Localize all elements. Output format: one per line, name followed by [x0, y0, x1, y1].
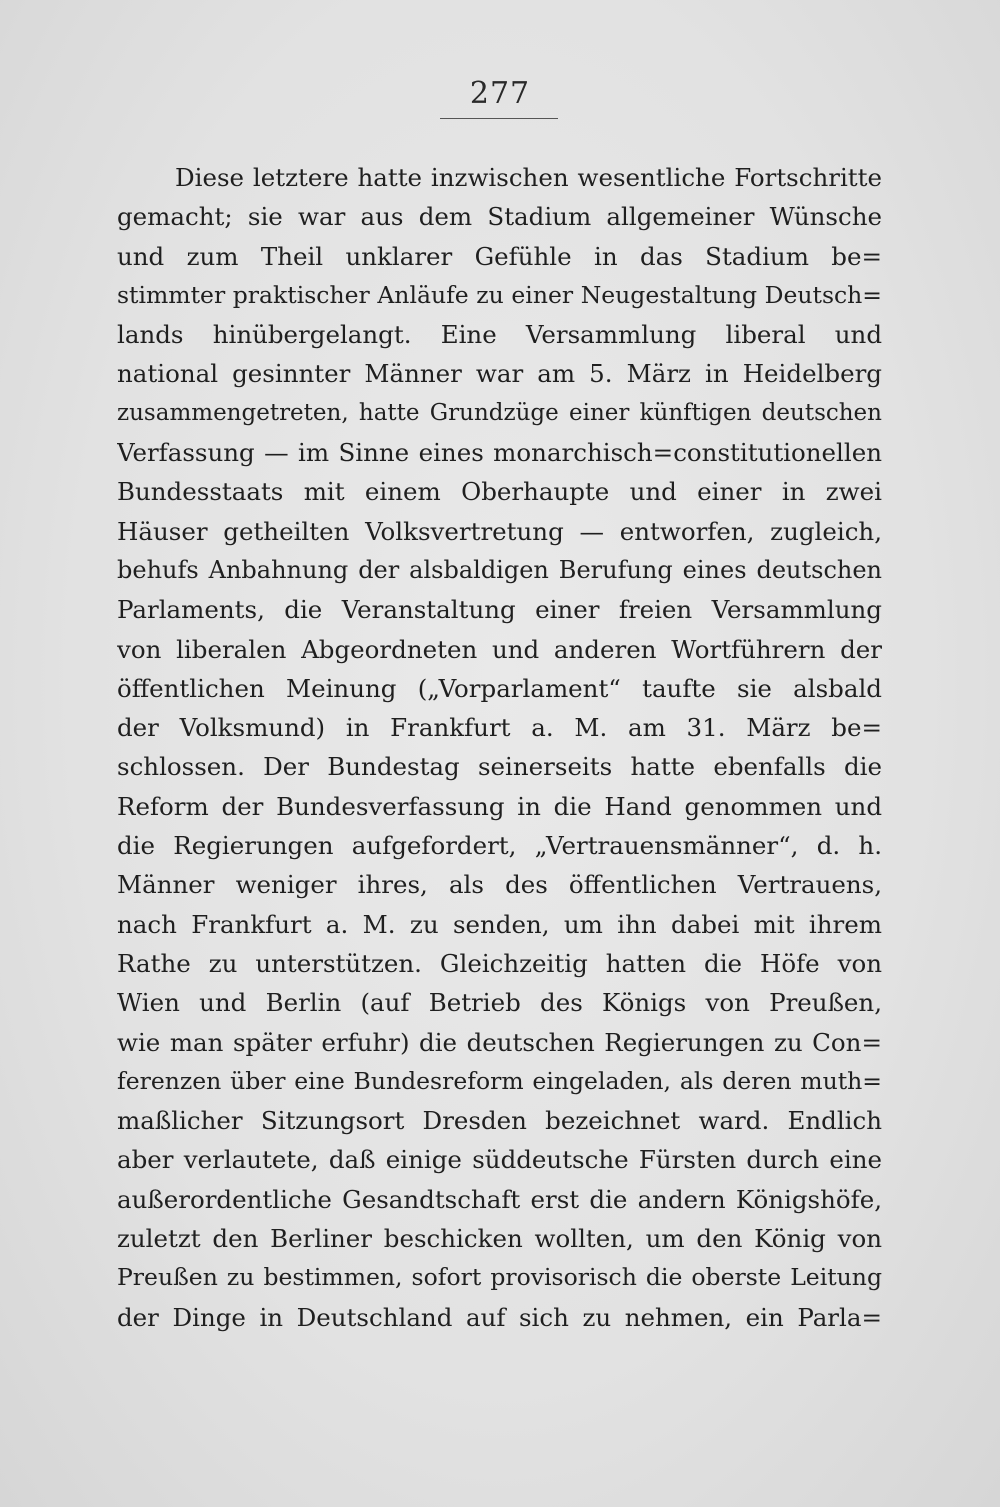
text-line: wie man später erfuhr) die deutschen Regierungen zu Con= [117, 1027, 882, 1057]
text-line: Preußen zu bestimmen, sofort provisorisch die oberste Leitung [117, 1263, 882, 1292]
text-line: zusammengetreten, hatte Grundzüge einer künftigen deutschen [117, 399, 882, 426]
text-line: maßlicher Sitzungsort Dresden bezeichnet ward. Endlich [117, 1106, 882, 1136]
text-line: schlossen. Der Bundestag seinerseits hatte ebenfalls die [117, 752, 882, 782]
text-line: Wien und Berlin (auf Betrieb des Königs von Preußen, [117, 988, 882, 1018]
text-line: der Dinge in Deutschland auf sich zu nehmen, ein Parla= [117, 1302, 882, 1332]
text-line: nach Frankfurt a. M. zu senden, um ihn dabei mit ihrem [117, 909, 882, 939]
body-text [117, 158, 882, 1337]
text-line: Parlaments, die Veranstaltung einer freien Versammlung [117, 595, 882, 625]
text-line: national gesinnter Männer war am 5. März in Heidelberg [117, 359, 882, 389]
text-line: der Volksmund) in Frankfurt a. M. am 31. März be= [117, 713, 882, 743]
text-line: lands hinübergelangt. Eine Versammlung liberal und [117, 320, 882, 350]
text-line: und zum Theil unklarer Gefühle in das Stadium be= [117, 241, 882, 271]
page-number: 277 [469, 76, 531, 111]
text-line: Männer weniger ihres, als des öffentlichen Vertrauens, [117, 870, 882, 900]
text-line: die Regierungen aufgefordert, „Vertrauensmänner“, d. h. [117, 831, 882, 861]
text-line: behufs Anbahnung der alsbaldigen Berufung eines deutschen [117, 555, 882, 584]
text-line: Verfassung — im Sinne eines monarchisch=constitutionellen [117, 438, 882, 468]
page-number-rule [440, 118, 558, 119]
text-line: Reform der Bundesverfassung in die Hand genommen und [117, 791, 882, 821]
text-line: stimmter praktischer Anläufe zu einer Neugestaltung Deutsch= [117, 280, 882, 309]
text-line: Bundesstaats mit einem Oberhaupte und einer in zwei [117, 477, 882, 507]
text-line: öffentlichen Meinung („Vorparlament“ taufte sie alsbald [117, 673, 882, 703]
text-line: Häuser getheilten Volksvertretung — entworfen, zugleich, [117, 516, 882, 546]
text-line: ferenzen über eine Bundesreform eingeladen, als deren muth= [117, 1066, 882, 1095]
text-line: Rathe zu unterstützen. Gleichzeitig hatten die Höfe von [117, 948, 882, 978]
text-line: gemacht; sie war aus dem Stadium allgemeiner Wünsche [117, 202, 882, 232]
text-line: zuletzt den Berliner beschicken wollten, um den König von [117, 1224, 882, 1254]
text-line: außerordentliche Gesandtschaft erst die andern Königshöfe, [117, 1184, 882, 1214]
text-line: aber verlautete, daß einige süddeutsche Fürsten durch eine [117, 1145, 882, 1175]
text-line: Diese letztere hatte inzwischen wesentliche Fortschritte [175, 163, 882, 192]
text-line: von liberalen Abgeordneten und anderen Wortführern der [117, 634, 882, 664]
